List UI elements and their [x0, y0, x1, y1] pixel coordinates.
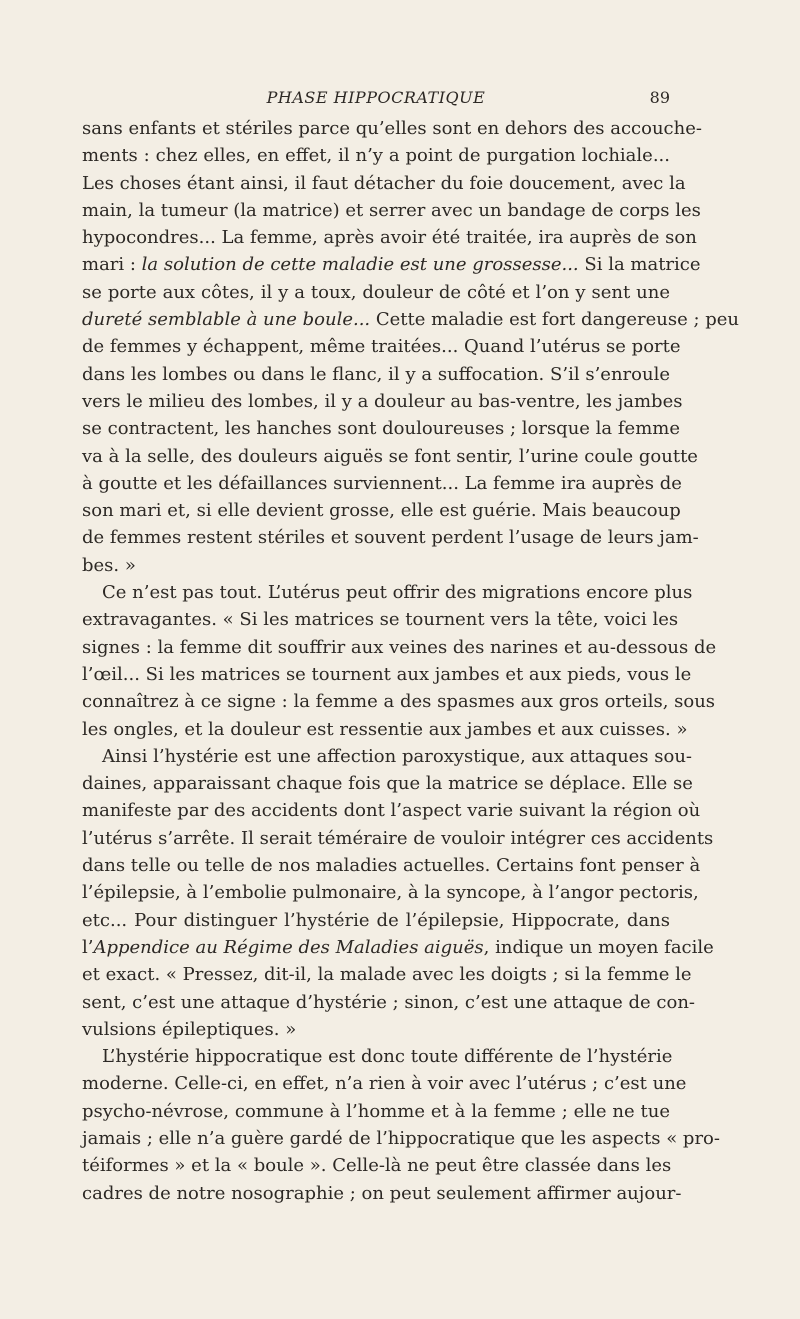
text-line: [82, 415, 680, 442]
text-line: [82, 852, 701, 879]
text-line: [82, 688, 716, 715]
text-line: [82, 170, 686, 197]
text-segment: jamais ; elle n’a guère gardé de l’hippocratique que les aspects « pro-: [82, 1127, 720, 1149]
text-line: [82, 306, 740, 333]
italic-text: dureté semblable à une boule...: [82, 309, 371, 331]
text-segment: signes : la femme dit souffrir aux veines des narines et au-dessous de: [82, 636, 717, 658]
text-line: [82, 333, 681, 360]
text-line: [82, 961, 692, 988]
text-segment: Si la matrice: [578, 254, 701, 276]
text-line: [82, 115, 702, 142]
text-segment: , indique un moyen facile: [483, 936, 714, 958]
text-segment: et exact. « Pressez, dit-il, la malade avec les doigts ; si la femme le: [82, 964, 692, 986]
text-line: [82, 497, 681, 524]
text-segment: son mari et, si elle devient grosse, elle est guérie. Mais beaucoup: [82, 500, 681, 522]
text-line: [82, 1152, 670, 1179]
text-segment: bes. »: [82, 554, 136, 576]
text-line: [82, 197, 701, 224]
italic-text: Appendice au Régime des Maladies aiguës: [93, 936, 484, 958]
text-line: [82, 989, 696, 1016]
text-line: [82, 1098, 670, 1125]
text-segment: extravagantes. « Si les matrices se tournent vers la tête, voici les: [82, 609, 679, 631]
text-segment: se porte aux côtes, il y a toux, douleur de côté et l’on y sent une: [82, 281, 670, 303]
body-text: [82, 115, 740, 1207]
text-segment: Cette maladie est fort dangereuse ; peu: [370, 309, 740, 331]
text-line: [82, 716, 688, 743]
text-line: [82, 1070, 687, 1097]
text-segment: Les choses étant ainsi, il faut détacher du foie doucement, avec la: [82, 172, 686, 194]
text-segment: Ainsi l’hystérie est une affection paroxystique, aux attaques sou-: [102, 745, 693, 767]
text-segment: dans les lombes ou dans le flanc, il y a suffocation. S’il s’enroule: [82, 363, 670, 385]
text-line: [82, 606, 679, 633]
text-line: [82, 579, 693, 606]
text-segment: sans enfants et stériles parce qu’elles sont en dehors des accouche-: [82, 118, 702, 139]
text-line: [82, 251, 701, 278]
text-line: [82, 770, 693, 797]
text-segment: téiformes » et la « boule ». Celle-là ne peut être classée dans les: [82, 1155, 672, 1177]
text-line: [82, 279, 670, 306]
text-line: [82, 470, 682, 497]
text-line: [82, 1180, 682, 1207]
text-line: [82, 1125, 720, 1152]
text-segment: main, la tumeur (la matrice) et serrer avec un bandage de corps les: [82, 199, 701, 221]
text-segment: daines, apparaissant chaque fois que la matrice se déplace. Elle se: [82, 773, 693, 795]
text-segment: mari :: [82, 254, 142, 276]
running-title: PHASE HIPPOCRATIQUE: [266, 88, 486, 107]
text-line: [82, 552, 670, 579]
text-line: [82, 361, 670, 388]
text-line: [82, 388, 683, 415]
text-segment: l’œil... Si les matrices se tournent aux jambes et aux pieds, vous le: [82, 663, 692, 685]
text-segment: sent, c’est une attaque d’hystérie ; sinon, c’est une attaque de con-: [82, 991, 696, 1013]
text-line: [82, 743, 693, 770]
text-segment: connaîtrez à ce signe : la femme a des spasmes aux gros orteils, sous: [82, 691, 716, 713]
italic-text: la solution de cette maladie est une grossesse...: [141, 254, 579, 276]
text-line: [82, 879, 699, 906]
text-segment: les ongles, et la douleur est ressentie aux jambes et aux cuisses. »: [82, 718, 688, 740]
text-segment: l’épilepsie, à l’embolie pulmonaire, à la syncope, à l’angor pectoris,: [82, 882, 699, 904]
text-segment: cadres de notre nosographie ; on peut seulement affirmer aujour-: [82, 1182, 682, 1204]
text-segment: de femmes y échappent, même traitées... Quand l’utérus se porte: [82, 336, 681, 358]
text-segment: L’hystérie hippocratique est donc toute différente de l’hystérie: [102, 1046, 673, 1068]
text-line: [82, 1016, 670, 1043]
page-header: [82, 88, 670, 118]
text-segment: etc... Pour distinguer l’hystérie de l’épilepsie, Hippocrate, dans: [82, 909, 670, 931]
text-segment: hypocondres... La femme, après avoir été traitée, ira auprès de son: [82, 227, 697, 249]
text-line: [82, 1043, 673, 1070]
text-segment: vulsions épileptiques. »: [82, 1018, 297, 1040]
text-line: [82, 443, 698, 470]
text-segment: à goutte et les défaillances surviennent... La femme ira auprès de: [82, 472, 682, 494]
text-line: [82, 797, 701, 824]
text-segment: l’: [82, 936, 94, 958]
text-line: [82, 142, 670, 169]
text-segment: manifeste par des accidents dont l’aspect varie suivant la région où: [82, 800, 701, 822]
text-line: [82, 661, 692, 688]
text-segment: moderne. Celle-ci, en effet, n’a rien à voir avec l’utérus ; c’est une: [82, 1073, 687, 1095]
text-line: [82, 934, 714, 961]
text-segment: ments : chez elles, en effet, il n’y a point de purgation lochiale...: [82, 145, 670, 167]
text-segment: l’utérus s’arrête. Il serait téméraire de vouloir intégrer ces accidents: [82, 827, 714, 849]
text-segment: se contractent, les hanches sont douloureuses ; lorsque la femme: [82, 418, 680, 440]
text-segment: dans telle ou telle de nos maladies actuelles. Certains font penser à: [82, 855, 701, 877]
text-line: [82, 224, 697, 251]
text-line: [82, 825, 714, 852]
text-line: [82, 524, 699, 551]
text-line: [82, 634, 717, 661]
text-segment: Ce n’est pas tout. L’utérus peut offrir des migrations encore plus: [102, 582, 693, 604]
page-number: 89: [649, 88, 670, 107]
text-segment: vers le milieu des lombes, il y a douleur au bas-ventre, les jambes: [82, 390, 683, 412]
text-line: [82, 907, 670, 934]
text-segment: de femmes restent stériles et souvent perdent l’usage de leurs jam-: [82, 527, 699, 549]
text-segment: psycho-névrose, commune à l’homme et à la femme ; elle ne tue: [82, 1100, 670, 1122]
text-segment: va à la selle, des douleurs aiguës se font sentir, l’urine coule goutte: [82, 445, 698, 467]
